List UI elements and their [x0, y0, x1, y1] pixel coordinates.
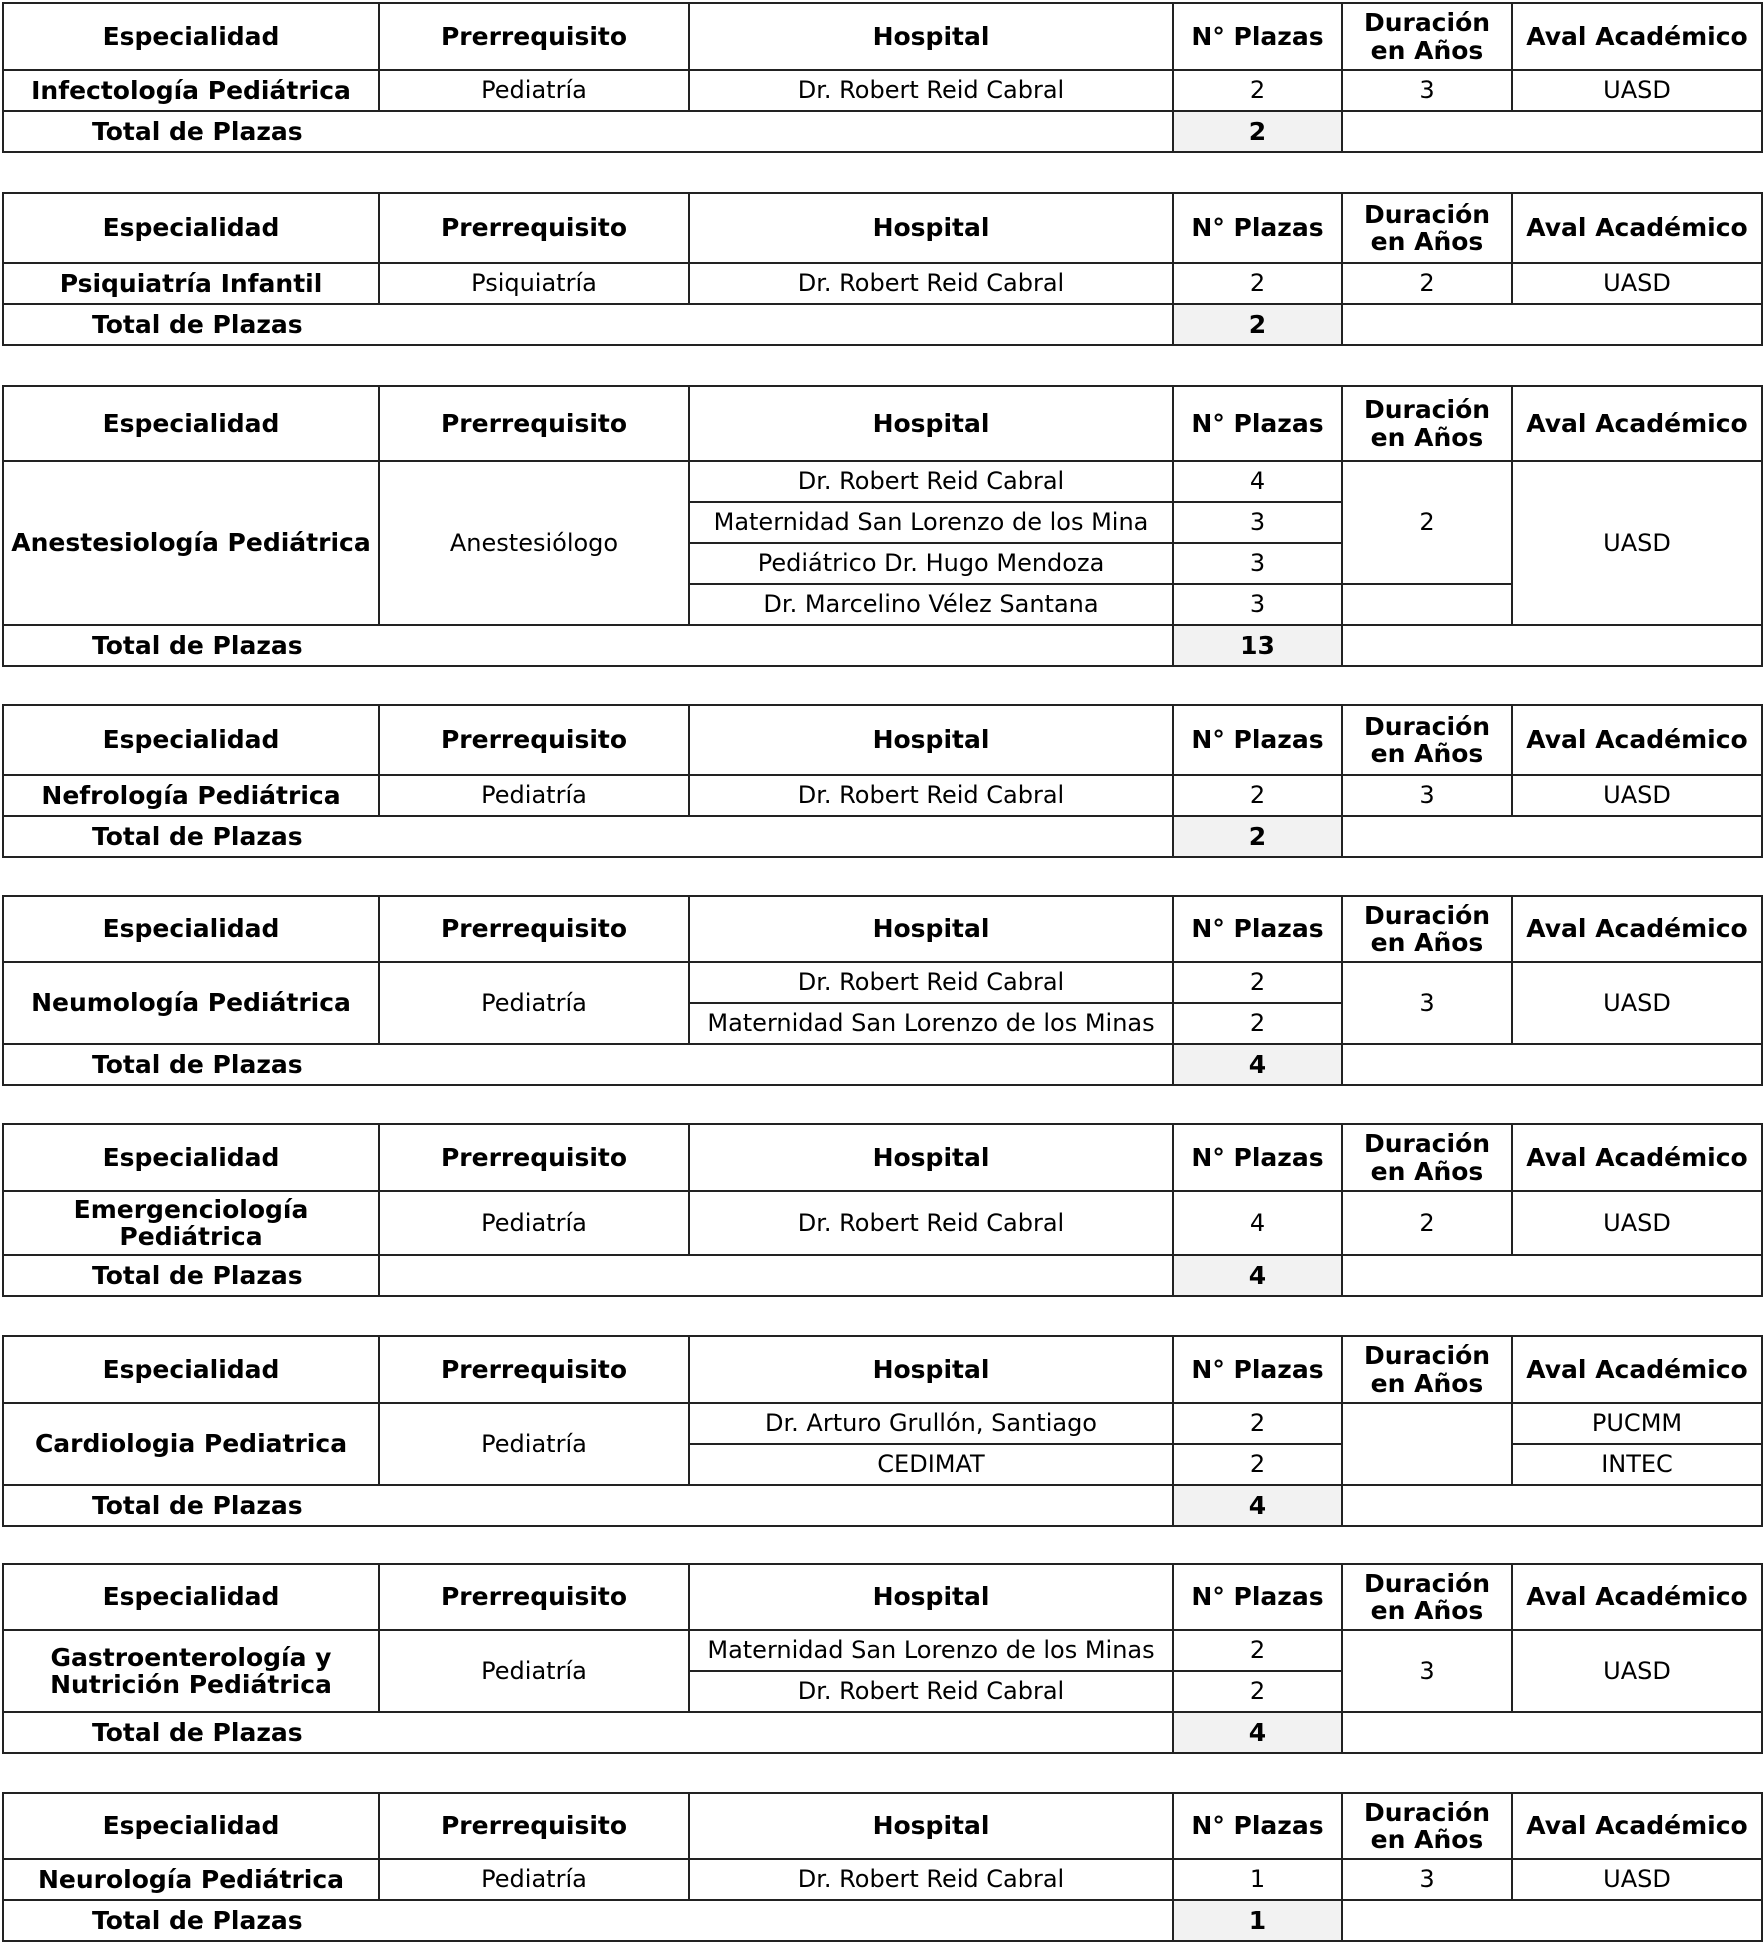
specialty-name: Nefrología Pediátrica — [3, 775, 379, 816]
header-especialidad: Especialidad — [3, 1564, 379, 1630]
header-row — [3, 1124, 1762, 1191]
duration-years: 3 — [1342, 1630, 1512, 1712]
total-row — [3, 111, 1762, 152]
total-plazas: 2 — [1173, 304, 1342, 345]
header-prerrequisito: Prerrequisito — [379, 1124, 689, 1191]
header-aval: Aval Académico — [1512, 705, 1762, 775]
header-hospital: Hospital — [689, 386, 1173, 461]
specialty-name: Anestesiología Pediátrica — [3, 461, 379, 625]
header-duracion: Duración en Años — [1342, 3, 1512, 70]
specialty-table — [2, 1792, 1763, 1942]
table-row — [3, 1191, 1762, 1255]
academic-endorsement: UASD — [1512, 461, 1762, 625]
academic-endorsement: UASD — [1512, 775, 1762, 816]
header-aval: Aval Académico — [1512, 1124, 1762, 1191]
plazas-count: 3 — [1173, 584, 1342, 625]
header-duracion: Duración en Años — [1342, 1124, 1512, 1191]
header-duracion: Duración en Años — [1342, 705, 1512, 775]
table-row — [3, 1630, 1762, 1671]
hospital-name: Dr. Robert Reid Cabral — [689, 1671, 1173, 1712]
table-row — [3, 1859, 1762, 1900]
total-row — [3, 304, 1762, 345]
total-row — [3, 1485, 1762, 1526]
header-hospital: Hospital — [689, 3, 1173, 70]
total-empty — [1342, 625, 1762, 666]
total-empty — [1342, 1900, 1762, 1941]
plazas-count: 2 — [1173, 1671, 1342, 1712]
specialty-name: Neumología Pediátrica — [3, 962, 379, 1044]
header-aval: Aval Académico — [1512, 1564, 1762, 1630]
hospital-name: Dr. Robert Reid Cabral — [689, 1191, 1173, 1255]
specialty-name: Psiquiatría Infantil — [3, 263, 379, 304]
duration-years: 3 — [1342, 962, 1512, 1044]
header-duracion: Duración en Años — [1342, 896, 1512, 962]
header-plazas: N° Plazas — [1173, 1124, 1342, 1191]
total-plazas: 13 — [1173, 625, 1342, 666]
hospital-name: Maternidad San Lorenzo de los Minas — [689, 1003, 1173, 1044]
total-empty — [1342, 816, 1762, 857]
table-row — [3, 962, 1762, 1003]
prerequisite: Pediatría — [379, 775, 689, 816]
header-especialidad: Especialidad — [3, 3, 379, 70]
header-prerrequisito: Prerrequisito — [379, 705, 689, 775]
specialty-name: Neurología Pediátrica — [3, 1859, 379, 1900]
header-duracion: Duración en Años — [1342, 386, 1512, 461]
prerequisite: Pediatría — [379, 1859, 689, 1900]
prerequisite: Psiquiatría — [379, 263, 689, 304]
total-plazas: 4 — [1173, 1255, 1342, 1296]
header-plazas: N° Plazas — [1173, 896, 1342, 962]
header-row — [3, 193, 1762, 263]
header-plazas: N° Plazas — [1173, 705, 1342, 775]
header-prerrequisito: Prerrequisito — [379, 193, 689, 263]
header-plazas: N° Plazas — [1173, 3, 1342, 70]
table-row — [3, 1403, 1762, 1444]
academic-endorsement: UASD — [1512, 263, 1762, 304]
table-row — [3, 70, 1762, 111]
header-hospital: Hospital — [689, 1564, 1173, 1630]
duration-years: 3 — [1342, 1859, 1512, 1900]
total-empty — [1342, 1712, 1762, 1753]
total-empty — [1342, 1255, 1762, 1296]
academic-endorsement: UASD — [1512, 962, 1762, 1044]
plazas-count: 3 — [1173, 502, 1342, 543]
header-hospital: Hospital — [689, 1793, 1173, 1859]
plazas-count: 3 — [1173, 543, 1342, 584]
academic-endorsement: UASD — [1512, 1630, 1762, 1712]
hospital-name: Dr. Marcelino Vélez Santana — [689, 584, 1173, 625]
specialty-table — [2, 2, 1763, 153]
total-empty — [1342, 111, 1762, 152]
header-especialidad: Especialidad — [3, 1336, 379, 1403]
duration-years: 2 — [1342, 461, 1512, 584]
prerequisite: Pediatría — [379, 962, 689, 1044]
header-aval: Aval Académico — [1512, 3, 1762, 70]
header-hospital: Hospital — [689, 705, 1173, 775]
hospital-name: Dr. Arturo Grullón, Santiago — [689, 1403, 1173, 1444]
header-plazas: N° Plazas — [1173, 1336, 1342, 1403]
total-empty — [1342, 1485, 1762, 1526]
duration-years: 3 — [1342, 775, 1512, 816]
header-plazas: N° Plazas — [1173, 1793, 1342, 1859]
plazas-count: 2 — [1173, 263, 1342, 304]
total-label: Total de Plazas — [3, 1900, 1173, 1941]
plazas-count: 2 — [1173, 1403, 1342, 1444]
duration-years: 3 — [1342, 70, 1512, 111]
header-row — [3, 386, 1762, 461]
specialty-table — [2, 385, 1763, 667]
specialty-table — [2, 1563, 1763, 1754]
total-empty — [1342, 1044, 1762, 1085]
prerequisite: Pediatría — [379, 70, 689, 111]
specialty-name: Gastroenterología y Nutrición Pediátrica — [3, 1630, 379, 1712]
total-label: Total de Plazas — [3, 625, 1173, 666]
total-row — [3, 1044, 1762, 1085]
total-row — [3, 816, 1762, 857]
header-especialidad: Especialidad — [3, 1124, 379, 1191]
total-label: Total de Plazas — [3, 111, 1173, 152]
plazas-count: 2 — [1173, 1444, 1342, 1485]
total-plazas: 4 — [1173, 1044, 1342, 1085]
duration-years: 2 — [1342, 1191, 1512, 1255]
total-label: Total de Plazas — [3, 1255, 379, 1296]
total-row — [3, 1255, 1762, 1296]
total-plazas: 1 — [1173, 1900, 1342, 1941]
total-label: Total de Plazas — [3, 1485, 1173, 1526]
prerequisite: Pediatría — [379, 1403, 689, 1485]
prerequisite: Pediatría — [379, 1191, 689, 1255]
hospital-name: Maternidad San Lorenzo de los Mina — [689, 502, 1173, 543]
prerequisite: Anestesiólogo — [379, 461, 689, 625]
hospital-name: Dr. Robert Reid Cabral — [689, 1859, 1173, 1900]
total-row — [3, 1900, 1762, 1941]
header-especialidad: Especialidad — [3, 386, 379, 461]
prerequisite: Pediatría — [379, 1630, 689, 1712]
total-label: Total de Plazas — [3, 816, 1173, 857]
header-aval: Aval Académico — [1512, 1336, 1762, 1403]
hospital-name: Dr. Robert Reid Cabral — [689, 461, 1173, 502]
header-especialidad: Especialidad — [3, 896, 379, 962]
total-row — [3, 1712, 1762, 1753]
hospital-name: Maternidad San Lorenzo de los Minas — [689, 1630, 1173, 1671]
header-aval: Aval Académico — [1512, 1793, 1762, 1859]
header-hospital: Hospital — [689, 1124, 1173, 1191]
header-duracion: Duración en Años — [1342, 193, 1512, 263]
total-empty — [1342, 304, 1762, 345]
header-prerrequisito: Prerrequisito — [379, 1336, 689, 1403]
header-hospital: Hospital — [689, 1336, 1173, 1403]
header-aval: Aval Académico — [1512, 896, 1762, 962]
total-plazas: 4 — [1173, 1485, 1342, 1526]
table-row — [3, 263, 1762, 304]
academic-endorsement: UASD — [1512, 1859, 1762, 1900]
hospital-name: Dr. Robert Reid Cabral — [689, 70, 1173, 111]
header-aval: Aval Académico — [1512, 193, 1762, 263]
header-row — [3, 705, 1762, 775]
total-plazas: 2 — [1173, 111, 1342, 152]
header-aval: Aval Académico — [1512, 386, 1762, 461]
header-row — [3, 1336, 1762, 1403]
plazas-count: 4 — [1173, 1191, 1342, 1255]
header-duracion: Duración en Años — [1342, 1793, 1512, 1859]
academic-endorsement: INTEC — [1512, 1444, 1762, 1485]
header-prerrequisito: Prerrequisito — [379, 3, 689, 70]
plazas-count: 2 — [1173, 1003, 1342, 1044]
header-especialidad: Especialidad — [3, 705, 379, 775]
header-duracion: Duración en Años — [1342, 1564, 1512, 1630]
plazas-count: 2 — [1173, 1630, 1342, 1671]
specialty-table — [2, 192, 1763, 346]
plazas-count: 2 — [1173, 70, 1342, 111]
plazas-count: 2 — [1173, 962, 1342, 1003]
header-hospital: Hospital — [689, 193, 1173, 263]
header-row — [3, 1793, 1762, 1859]
header-plazas: N° Plazas — [1173, 1564, 1342, 1630]
header-prerrequisito: Prerrequisito — [379, 896, 689, 962]
academic-endorsement: PUCMM — [1512, 1403, 1762, 1444]
table-row — [3, 775, 1762, 816]
header-plazas: N° Plazas — [1173, 386, 1342, 461]
header-especialidad: Especialidad — [3, 1793, 379, 1859]
header-especialidad: Especialidad — [3, 193, 379, 263]
academic-endorsement: UASD — [1512, 1191, 1762, 1255]
table-row — [3, 461, 1762, 502]
specialty-table — [2, 895, 1763, 1086]
total-plazas: 4 — [1173, 1712, 1342, 1753]
hospital-name: Dr. Robert Reid Cabral — [689, 775, 1173, 816]
specialty-table — [2, 704, 1763, 858]
hospital-name: CEDIMAT — [689, 1444, 1173, 1485]
specialty-name: Emergenciología Pediátrica — [3, 1191, 379, 1255]
header-prerrequisito: Prerrequisito — [379, 1564, 689, 1630]
specialty-table — [2, 1123, 1763, 1297]
specialty-table — [2, 1335, 1763, 1527]
header-plazas: N° Plazas — [1173, 193, 1342, 263]
total-row — [3, 625, 1762, 666]
total-plazas: 2 — [1173, 816, 1342, 857]
header-prerrequisito: Prerrequisito — [379, 1793, 689, 1859]
header-row — [3, 3, 1762, 70]
total-label: Total de Plazas — [3, 1044, 1173, 1085]
header-duracion: Duración en Años — [1342, 1336, 1512, 1403]
header-row — [3, 896, 1762, 962]
hospital-name: Dr. Robert Reid Cabral — [689, 962, 1173, 1003]
plazas-count: 4 — [1173, 461, 1342, 502]
duration-empty — [1342, 584, 1512, 625]
plazas-count: 1 — [1173, 1859, 1342, 1900]
total-label: Total de Plazas — [3, 1712, 1173, 1753]
academic-endorsement: UASD — [1512, 70, 1762, 111]
plazas-count: 2 — [1173, 775, 1342, 816]
hospital-name: Pediátrico Dr. Hugo Mendoza — [689, 543, 1173, 584]
duration-years — [1342, 1403, 1512, 1485]
specialty-name: Infectología Pediátrica — [3, 70, 379, 111]
duration-years: 2 — [1342, 263, 1512, 304]
total-empty — [379, 1255, 1173, 1296]
total-label: Total de Plazas — [3, 304, 1173, 345]
header-prerrequisito: Prerrequisito — [379, 386, 689, 461]
header-row — [3, 1564, 1762, 1630]
specialty-name: Cardiologia Pediatrica — [3, 1403, 379, 1485]
header-hospital: Hospital — [689, 896, 1173, 962]
hospital-name: Dr. Robert Reid Cabral — [689, 263, 1173, 304]
